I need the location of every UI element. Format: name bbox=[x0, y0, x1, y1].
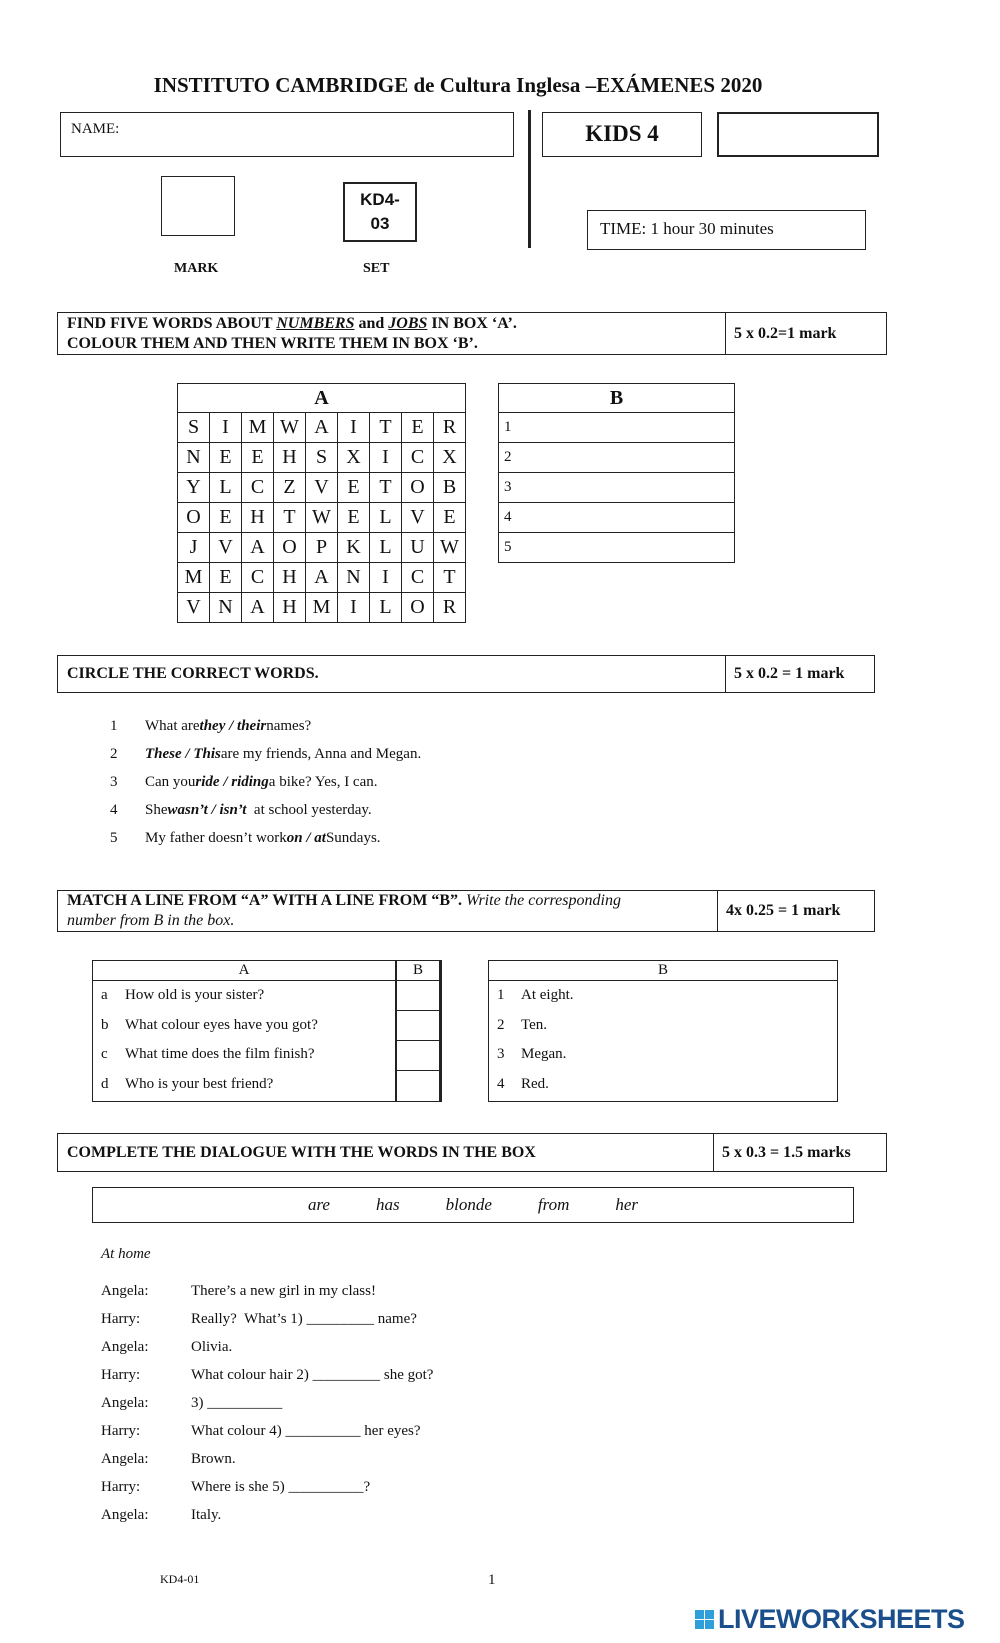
section1-instructions bbox=[57, 312, 887, 355]
question-text: How old is your sister? bbox=[125, 987, 265, 1004]
grid-cell[interactable]: V bbox=[178, 593, 210, 623]
word-search-grid bbox=[177, 383, 466, 623]
grid-cell[interactable]: K bbox=[338, 533, 370, 563]
column-b-header: B bbox=[489, 961, 837, 981]
dialogue-setting: At home bbox=[101, 1246, 151, 1262]
grid-cell[interactable]: Y bbox=[178, 473, 210, 503]
question-letter: c bbox=[101, 1046, 108, 1063]
dialogue-text[interactable]: What colour hair 2) _________ she got? bbox=[191, 1367, 434, 1383]
dialogue-line bbox=[101, 1339, 232, 1356]
answer-input[interactable] bbox=[397, 1071, 439, 1101]
dialogue-text: Olivia. bbox=[191, 1339, 233, 1355]
mark-label: MARK bbox=[174, 261, 219, 276]
question-text: Who is your best friend? bbox=[125, 1075, 274, 1092]
question-row bbox=[110, 802, 421, 830]
page-number: 1 bbox=[488, 1572, 496, 1588]
dialogue-text: There’s a new girl in my class! bbox=[191, 1283, 376, 1299]
answer-input[interactable] bbox=[397, 1011, 439, 1041]
match-answer bbox=[489, 1011, 837, 1041]
question-text: Sundays. bbox=[325, 830, 381, 846]
match-column-a bbox=[92, 960, 442, 1102]
section3-title-italic: Write the corresponding bbox=[462, 892, 621, 909]
answer-input[interactable] bbox=[397, 981, 439, 1011]
grid-cell[interactable]: O bbox=[274, 533, 306, 563]
dialogue-line bbox=[101, 1367, 433, 1384]
grid-cell[interactable]: B bbox=[434, 473, 466, 503]
question-text: at school yesterday. bbox=[246, 802, 372, 818]
grid-cell[interactable]: W bbox=[434, 533, 466, 563]
speaker: Harry: bbox=[101, 1311, 141, 1327]
grid-cell[interactable]: H bbox=[274, 563, 306, 593]
grid-cell[interactable]: P bbox=[306, 533, 338, 563]
dialogue-line bbox=[101, 1395, 282, 1412]
grid-cell[interactable]: I bbox=[210, 413, 242, 443]
column-a-label: A bbox=[238, 962, 250, 978]
dialogue-line bbox=[101, 1283, 376, 1300]
question-text: What colour eyes have you got? bbox=[125, 1016, 318, 1033]
grid-cell[interactable]: C bbox=[242, 473, 274, 503]
section2-title: CIRCLE THE CORRECT WORDS. bbox=[67, 665, 319, 682]
question-number: 4 bbox=[110, 802, 118, 818]
question-letter: d bbox=[101, 1075, 109, 1092]
answer-number: 2 bbox=[497, 1016, 505, 1033]
grid-cell[interactable]: A bbox=[242, 593, 274, 623]
word-bank-item: blonde bbox=[445, 1195, 492, 1214]
question-row bbox=[110, 830, 421, 858]
dialogue-text[interactable]: Really? What’s 1) _________ name? bbox=[191, 1311, 417, 1327]
speaker: Harry: bbox=[101, 1479, 141, 1495]
grid-cell[interactable]: O bbox=[402, 593, 434, 623]
answer-text: Ten. bbox=[521, 1016, 548, 1033]
grid-cell[interactable]: W bbox=[274, 413, 306, 443]
answer-column-b bbox=[395, 961, 441, 1101]
match-answer bbox=[489, 1070, 837, 1100]
dialogue-line bbox=[101, 1423, 421, 1440]
match-question bbox=[93, 1040, 441, 1070]
grid-cell[interactable]: R bbox=[434, 413, 466, 443]
grid-cell[interactable]: L bbox=[370, 533, 402, 563]
grid-cell[interactable]: V bbox=[402, 503, 434, 533]
question-row bbox=[110, 746, 421, 774]
match-answer bbox=[489, 981, 837, 1011]
level-blank-box[interactable] bbox=[717, 112, 879, 157]
section3-title-italic2: number from B in the box. bbox=[67, 912, 235, 929]
question-number: 1 bbox=[110, 718, 118, 734]
match-question bbox=[93, 981, 441, 1011]
section1-jobs: JOBS bbox=[388, 314, 428, 332]
section4-instructions bbox=[57, 1133, 887, 1172]
grid-cell[interactable]: C bbox=[402, 443, 434, 473]
grid-cell[interactable]: S bbox=[306, 443, 338, 473]
speaker: Angela: bbox=[101, 1507, 149, 1523]
question-row bbox=[110, 718, 421, 746]
grid-cell[interactable]: L bbox=[370, 593, 402, 623]
section3-instructions bbox=[57, 890, 875, 932]
word-choice[interactable]: These / This bbox=[145, 746, 221, 762]
question-text: She bbox=[145, 802, 168, 818]
grid-cell[interactable]: E bbox=[338, 503, 370, 533]
box-a-label: A bbox=[178, 384, 466, 413]
answer-input[interactable] bbox=[397, 1041, 439, 1071]
set-label: SET bbox=[363, 261, 390, 276]
speaker: Angela: bbox=[101, 1451, 149, 1467]
match-question bbox=[93, 1011, 441, 1041]
grid-cell[interactable]: J bbox=[178, 533, 210, 563]
grid-cell[interactable]: T bbox=[370, 473, 402, 503]
grid-cell[interactable]: X bbox=[434, 443, 466, 473]
mark-box[interactable] bbox=[161, 176, 235, 236]
question-text: What time does the film finish? bbox=[125, 1046, 315, 1063]
grid-cell[interactable]: E bbox=[210, 503, 242, 533]
column-b-header: B bbox=[397, 961, 439, 981]
speaker: Harry: bbox=[101, 1423, 141, 1439]
answer-text: Red. bbox=[521, 1075, 549, 1092]
brand-name: LIVEWORKSHEETS bbox=[718, 1604, 965, 1634]
dialogue-text[interactable]: 3) __________ bbox=[191, 1395, 283, 1411]
grid-cell[interactable]: T bbox=[434, 563, 466, 593]
question-text: a bike? Yes, I can. bbox=[268, 774, 378, 790]
section1-line1-post: IN BOX ‘A’. bbox=[427, 314, 517, 332]
question-number: 5 bbox=[110, 830, 118, 846]
dialogue-line bbox=[101, 1507, 221, 1524]
word-bank-item: are bbox=[307, 1195, 330, 1214]
grid-cell[interactable]: E bbox=[242, 443, 274, 473]
dialogue-line bbox=[101, 1451, 236, 1468]
liveworksheets-logo bbox=[695, 1604, 965, 1635]
logo-icon bbox=[695, 1610, 714, 1629]
grid-cell[interactable]: E bbox=[434, 503, 466, 533]
set-box bbox=[343, 182, 417, 242]
speaker: Harry: bbox=[101, 1367, 141, 1383]
grid-cell[interactable]: N bbox=[338, 563, 370, 593]
section2-instructions bbox=[57, 655, 875, 693]
word-choice[interactable]: they / their bbox=[199, 718, 267, 734]
grid-cell[interactable]: O bbox=[178, 503, 210, 533]
answer-row[interactable]: 5 bbox=[499, 533, 735, 563]
dialogue-text: Brown. bbox=[191, 1451, 236, 1467]
box-b-label: B bbox=[499, 384, 735, 413]
word-bank-item: has bbox=[375, 1195, 400, 1214]
grid-cell[interactable]: M bbox=[178, 563, 210, 593]
answer-number: 4 bbox=[497, 1075, 505, 1092]
question-number: 2 bbox=[110, 746, 118, 762]
grid-cell[interactable]: V bbox=[210, 533, 242, 563]
grid-cell[interactable]: O bbox=[402, 473, 434, 503]
section1-line2: COLOUR THEM AND THEN WRITE THEM IN BOX ‘B’. bbox=[67, 334, 478, 352]
word-choice[interactable]: on / at bbox=[286, 830, 326, 846]
section3-text bbox=[58, 891, 717, 931]
grid-cell[interactable]: C bbox=[402, 563, 434, 593]
circle-questions bbox=[110, 718, 421, 858]
grid-cell[interactable]: A bbox=[306, 563, 338, 593]
dialogue-text[interactable]: What colour 4) __________ her eyes? bbox=[191, 1423, 421, 1439]
set-code: KD4- 03 bbox=[360, 190, 400, 233]
footer-code: KD4-01 bbox=[160, 1572, 200, 1586]
section1-line1-pre: FIND FIVE WORDS ABOUT bbox=[67, 314, 277, 332]
section1-line1-mid: and bbox=[354, 314, 389, 332]
word-bank bbox=[92, 1187, 854, 1223]
grid-cell[interactable]: H bbox=[242, 503, 274, 533]
match-column-b bbox=[488, 960, 838, 1102]
grid-cell[interactable]: E bbox=[210, 563, 242, 593]
time-label: TIME: 1 hour 30 minutes bbox=[600, 219, 774, 238]
question-letter: a bbox=[101, 987, 108, 1004]
grid-cell[interactable]: X bbox=[338, 443, 370, 473]
speaker: Angela: bbox=[101, 1283, 149, 1299]
speaker: Angela: bbox=[101, 1339, 149, 1355]
question-text: My father doesn’t work bbox=[145, 830, 287, 846]
grid-cell[interactable]: M bbox=[242, 413, 274, 443]
answer-row[interactable]: 4 bbox=[499, 503, 735, 533]
section3-marks: 4x 0.25 = 1 mark bbox=[717, 891, 874, 931]
grid-cell[interactable]: T bbox=[370, 413, 402, 443]
question-number: 3 bbox=[110, 774, 118, 790]
answer-box-b bbox=[498, 383, 735, 563]
speaker: Angela: bbox=[101, 1395, 149, 1411]
grid-cell[interactable]: I bbox=[338, 413, 370, 443]
section3-title-bold: MATCH A LINE FROM “A” WITH A LINE FROM “B”. bbox=[67, 892, 462, 909]
grid-cell[interactable]: I bbox=[338, 593, 370, 623]
grid-cell[interactable]: C bbox=[242, 563, 274, 593]
dialogue-line bbox=[101, 1479, 370, 1496]
grid-cell[interactable]: E bbox=[402, 413, 434, 443]
header-divider bbox=[528, 110, 531, 248]
word-bank-item: from bbox=[537, 1195, 570, 1214]
grid-cell[interactable]: N bbox=[210, 593, 242, 623]
answer-number: 3 bbox=[497, 1046, 505, 1063]
grid-cell[interactable]: Z bbox=[274, 473, 306, 503]
grid-cell[interactable]: T bbox=[274, 503, 306, 533]
grid-cell[interactable]: E bbox=[210, 443, 242, 473]
grid-cell[interactable]: S bbox=[178, 413, 210, 443]
match-answer bbox=[489, 1040, 837, 1070]
word-choice[interactable]: wasn’t / isn’t bbox=[167, 802, 247, 818]
grid-cell[interactable]: L bbox=[370, 503, 402, 533]
grid-cell[interactable]: M bbox=[306, 593, 338, 623]
answer-text: At eight. bbox=[521, 987, 574, 1004]
section1-marks: 5 x 0.2=1 mark bbox=[725, 313, 886, 354]
grid-cell[interactable]: H bbox=[274, 443, 306, 473]
grid-cell[interactable]: U bbox=[402, 533, 434, 563]
grid-cell[interactable]: R bbox=[434, 593, 466, 623]
dialogue-text[interactable]: Where is she 5) __________? bbox=[191, 1479, 371, 1495]
word-bank-item: her bbox=[615, 1195, 639, 1214]
answer-text: Megan. bbox=[521, 1046, 567, 1063]
question-text: Can you bbox=[145, 774, 196, 790]
level-box bbox=[542, 112, 702, 157]
answer-row[interactable]: 3 bbox=[499, 473, 735, 503]
page-title: INSTITUTO CAMBRIDGE de Cultura Inglesa –EXÁMENES 2020 bbox=[153, 73, 763, 97]
grid-cell[interactable]: W bbox=[306, 503, 338, 533]
question-text: names? bbox=[266, 718, 312, 734]
grid-cell[interactable]: N bbox=[178, 443, 210, 473]
grid-cell[interactable]: I bbox=[370, 563, 402, 593]
grid-cell[interactable]: V bbox=[306, 473, 338, 503]
grid-cell[interactable]: E bbox=[338, 473, 370, 503]
section1-numbers: NUMBERS bbox=[276, 314, 355, 332]
time-box bbox=[587, 210, 866, 250]
grid-cell[interactable]: A bbox=[306, 413, 338, 443]
dialogue-line bbox=[101, 1311, 417, 1328]
grid-cell[interactable]: I bbox=[370, 443, 402, 473]
grid-cell[interactable]: A bbox=[242, 533, 274, 563]
match-question bbox=[93, 1070, 441, 1100]
question-letter: b bbox=[101, 1016, 109, 1033]
level-label: KIDS 4 bbox=[585, 121, 659, 146]
column-a-header bbox=[93, 961, 395, 981]
dialogue-text: Italy. bbox=[191, 1507, 222, 1523]
answer-row[interactable]: 2 bbox=[499, 443, 735, 473]
section1-text bbox=[58, 313, 725, 354]
name-field[interactable] bbox=[60, 112, 514, 157]
grid-cell[interactable]: L bbox=[210, 473, 242, 503]
section4-marks: 5 x 0.3 = 1.5 marks bbox=[713, 1134, 886, 1171]
grid-cell[interactable]: H bbox=[274, 593, 306, 623]
name-label: NAME: bbox=[71, 121, 120, 137]
answer-number: 1 bbox=[497, 987, 505, 1004]
section2-marks: 5 x 0.2 = 1 mark bbox=[725, 656, 874, 692]
question-row bbox=[110, 774, 421, 802]
question-text: What are bbox=[145, 718, 200, 734]
word-choice[interactable]: ride / riding bbox=[195, 774, 269, 790]
answer-row[interactable]: 1 bbox=[499, 413, 735, 443]
section4-title: COMPLETE THE DIALOGUE WITH THE WORDS IN THE BOX bbox=[67, 1143, 536, 1161]
question-text: are my friends, Anna and Megan. bbox=[220, 746, 422, 762]
